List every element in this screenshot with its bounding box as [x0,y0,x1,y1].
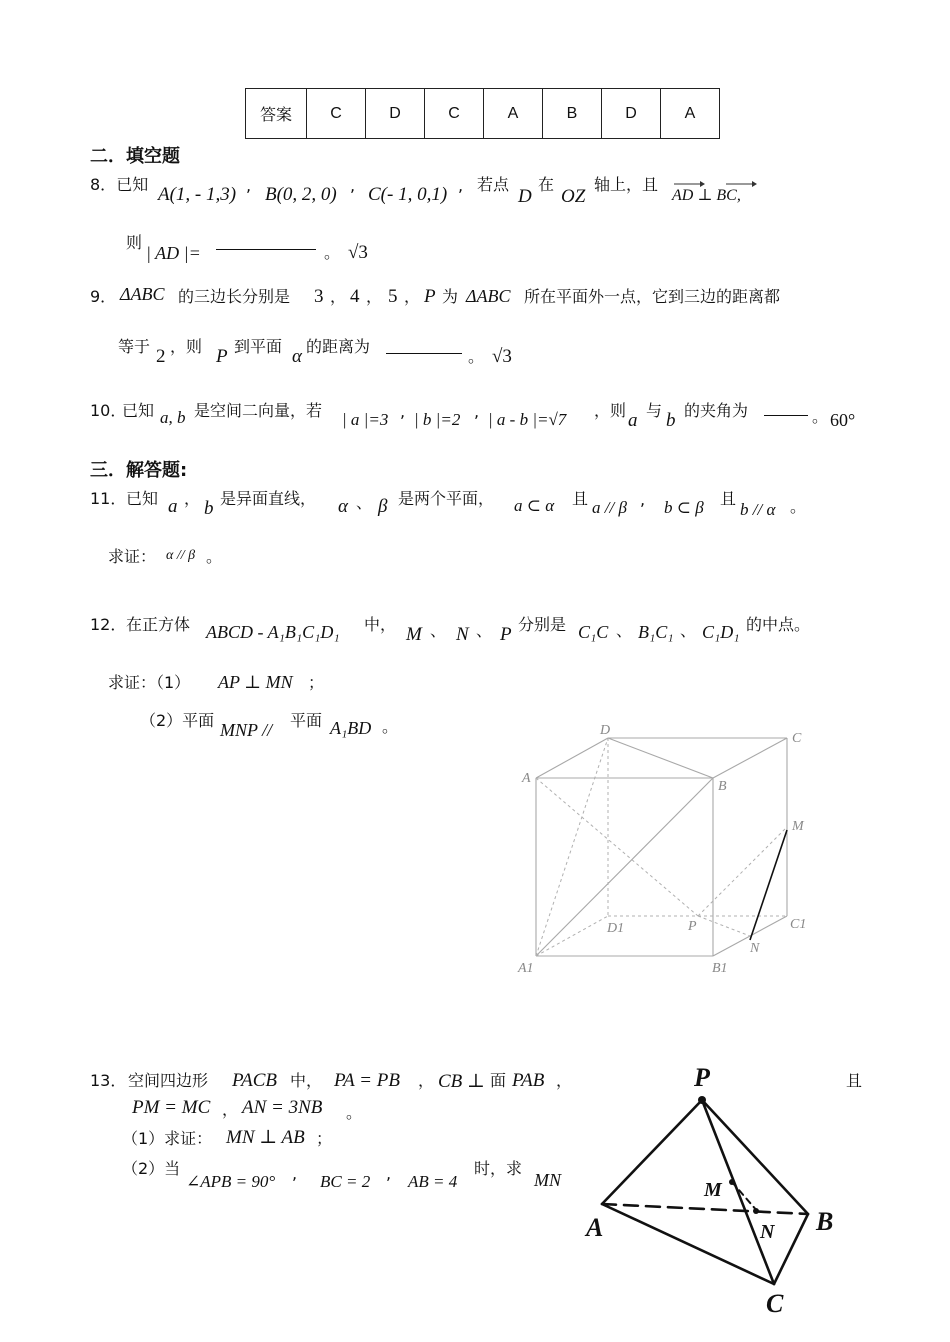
q13-cond3: PM = MC [132,1097,211,1118]
q11-end: 。 [790,497,807,516]
q8-text: 则 [126,233,143,252]
section2-title: 二．填空题 [90,146,180,167]
cube-hidden-edge [536,916,608,956]
answer-cell: D [602,89,661,139]
q13-cond4: AN = 3NB [242,1097,323,1118]
q13-text: 中， [290,1071,323,1090]
q11-line-b: b [204,498,214,519]
label-d1: D1 [607,921,625,936]
q9-answer: √3 [492,346,512,367]
q10-text: 是空间二向量，若 [194,401,323,420]
q12-part2: （2）平面 [140,711,215,730]
q10-number: 10． [90,401,127,420]
q8-axis: OZ [561,186,586,207]
q9-text: 的距离为 [306,337,371,356]
q11-line-a: a [168,496,178,517]
q8-text: 已知 [116,175,149,194]
q8-blank [216,248,316,250]
q13-text: 面 [490,1071,507,1090]
point-p [698,1096,706,1104]
answer-cell: C [425,89,484,139]
cube-edge [713,738,787,778]
q10-answer: 60° [830,410,856,430]
q8-number: 8． [90,175,117,194]
q11-prove: 求证： [108,547,157,566]
tetrahedron-figure [580,1058,850,1320]
q13-end: 。 [346,1103,363,1122]
label-m: M [792,819,804,834]
q9-blank [386,352,462,354]
q8-vector-arrows [672,180,762,188]
q10-text: 已知 [122,401,155,420]
q13-text: 空间四边形 [128,1071,209,1090]
q12-claim1: AP ⊥ MN [218,672,293,692]
segment-ap [536,778,698,916]
q11-cond4: b // α [740,500,776,519]
q11-number: 11． [90,489,127,508]
q9-point-p: P [216,346,228,367]
q8-text: 若点 [477,175,510,194]
q11-beta: β [378,496,388,517]
q10-cond1: | a |=3 [342,410,389,429]
q12-end: 。 [382,717,399,736]
q13-plane: PAB [512,1070,545,1091]
q8-text: 轴上，且 [594,175,659,194]
label-m: M [704,1179,722,1201]
label-b: B [718,779,727,794]
q12-plane-a1bd: A₁BD [330,718,372,738]
q10-end: 。 [812,407,829,426]
q13-number: 13． [90,1071,127,1090]
label-c: C [766,1289,784,1318]
label-b: B [816,1207,834,1236]
q13-bc: BC = 2 [320,1172,371,1191]
q9-triangle: ΔABC [466,286,511,306]
q13-text: 且 [846,1071,863,1090]
q11-text: 是两个平面， [398,489,495,508]
section3-title: 三．解答题: [90,460,188,481]
cube-figure [510,718,820,980]
q13-part1: （1）求证： [122,1129,213,1148]
label-a1: A1 [518,961,534,976]
edge-bc [774,1214,808,1284]
q11-end: 。 [206,547,223,566]
q13-cond1: PA = PB [334,1070,400,1091]
answer-cell: A [661,89,720,139]
label-n: N [760,1221,775,1243]
segment-a1b [536,778,713,956]
q13-cond2: CB ⊥ [438,1071,485,1092]
q13-ab: AB = 4 [408,1172,458,1191]
question-8-line1 [90,172,148,195]
q10-text: ，则 [594,401,627,420]
q12-text: 中， [364,615,397,634]
q12-number: 12． [90,615,127,634]
q13-mn: MN [534,1170,561,1190]
q13-text: 时，求 [474,1159,523,1178]
q11-text: 且 [572,489,589,508]
answer-cell: C [307,89,366,139]
point-m [729,1179,735,1185]
q12-plane-word: 平面 [290,711,323,730]
answer-table-header: 答案 [246,89,307,139]
q11-alpha: α [338,496,348,517]
label-c1: C1 [790,917,807,932]
edge-ab [602,1204,808,1214]
q8-point-a: A(1, - 1,3) [158,184,237,205]
answer-cell: D [366,89,425,139]
q12-point-p: P [500,624,512,645]
q8-answer: √3 [348,242,368,263]
q8-perp: AD ⊥ BC, [672,187,741,204]
q12-segment2: B₁C₁ [638,622,674,642]
q8-text: 在 [538,175,555,194]
label-a: A [586,1213,604,1242]
q12-text: 的中点。 [746,615,811,634]
q9-text: ，则 [170,337,203,356]
q8-point-b: B(0, 2, 0) [265,184,337,205]
label-p: P [694,1063,710,1092]
q13-part2: （2）当 [122,1159,181,1178]
q10-vectors: a, b [160,408,186,427]
answer-cell: A [484,89,543,139]
q9-two: 2 [156,346,166,367]
q9-point-p: P [424,286,436,307]
label-a: A [522,771,531,786]
q12-prove: 求证：（1） [108,673,191,692]
q11-text: 且 [720,489,737,508]
q9-side-b: 4 [350,286,360,307]
edge-pa [602,1100,702,1204]
answer-table [245,88,720,139]
q10-cond2: | b |=2 [414,410,461,429]
label-d: D [600,723,611,738]
segment-a1d [536,738,608,956]
q11-text: 已知 [126,489,159,508]
q9-text: 所在平面外一点，它到三边的距离都 [524,287,781,306]
q11-conclusion: α // β [166,548,196,563]
q12-cube: ABCD - A₁B₁C₁D₁ [206,622,340,642]
q11-sep: 、 [356,493,373,512]
q12-semicolon: ； [308,673,325,692]
label-p: P [688,919,697,934]
q10-vec-a: a [628,410,638,431]
q13-quad: PACB [232,1070,278,1091]
q13-semicolon: ； [316,1129,333,1148]
segment-mn [750,830,787,940]
q9-number: 9． [90,287,117,306]
label-b1: B1 [712,961,728,976]
q12-plane-mnp: MNP // [220,720,273,740]
q13-claim1: MN ⊥ AB [226,1127,305,1148]
q11-cond2: a // β [592,498,627,517]
q12-text: 在正方体 [126,615,191,634]
label-n: N [750,941,760,956]
q10-vec-b: b [666,410,676,431]
label-c: C [792,731,802,746]
q12-point-m: M [406,624,422,645]
q9-text: 的三边长分别是 [178,287,291,306]
answer-cell: B [543,89,602,139]
q12-point-n: N [456,624,469,645]
q8-point-d: D [518,186,532,207]
point-n [753,1208,759,1214]
q11-text: 是异面直线， [220,489,317,508]
q12-text: 分别是 [518,615,567,634]
q9-side-c: 5 [388,286,398,307]
q8-length: | AD |= [146,243,201,263]
q11-cond1: a ⊂ α [514,496,555,515]
q11-cond3: b ⊂ β [664,498,704,517]
q8-point-c: C(- 1, 0,1) [368,184,448,205]
q9-triangle: ΔABC [120,284,165,304]
segment-pn [698,916,750,936]
q8-end: 。 [324,243,341,262]
q9-side-a: 3 [314,286,324,307]
q10-text: 与 [646,401,663,420]
q10-blank [764,414,808,416]
q12-segment1: C₁C [578,622,609,642]
q12-segment3: C₁D₁ [702,622,740,642]
q9-text: 等于 [118,337,151,356]
segment-db [608,738,713,778]
q9-alpha: α [292,346,302,367]
q9-text: 到平面 [234,337,283,356]
q10-text: 的夹角为 [684,401,749,420]
q9-end: 。 [468,347,485,366]
q10-cond3: | a - b |=√7 [488,410,567,429]
q13-angle: ∠APB = 90° [186,1172,276,1191]
q9-text: 为 [442,287,459,306]
